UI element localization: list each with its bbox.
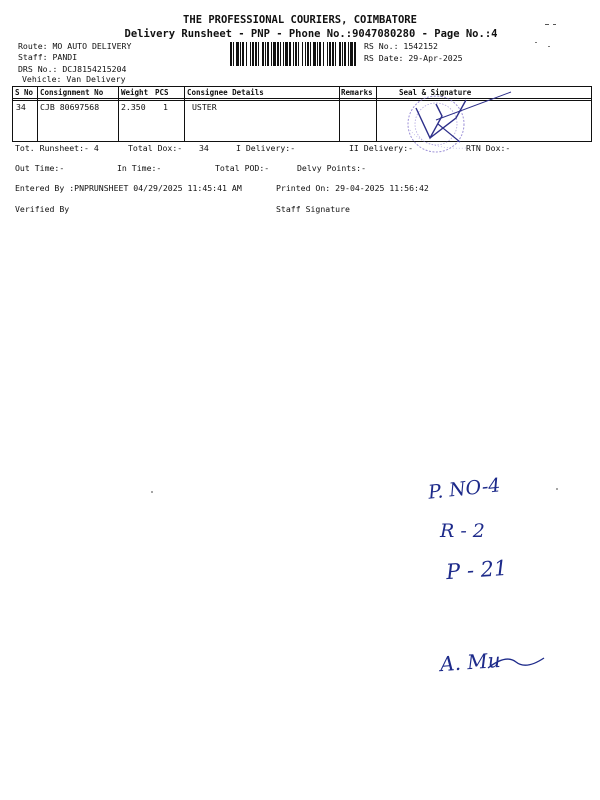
barcode-bar bbox=[305, 42, 306, 66]
barcode-bar bbox=[329, 42, 331, 66]
col-divider bbox=[184, 87, 185, 141]
total-pod: Total POD:- bbox=[215, 163, 270, 173]
barcode-bar bbox=[335, 42, 336, 66]
drs-text: DRS No.: DCJ8154215204 bbox=[18, 64, 127, 74]
barcode-bar bbox=[350, 42, 353, 66]
cell-consignee: USTER bbox=[192, 102, 217, 112]
barcode-bar bbox=[317, 42, 318, 66]
in-time: In Time:- bbox=[117, 163, 162, 173]
barcode-bar bbox=[240, 42, 241, 66]
header-remarks: Remarks bbox=[341, 88, 373, 97]
barcode-bar bbox=[230, 42, 232, 66]
speck-mark bbox=[556, 488, 558, 490]
barcode-bar bbox=[267, 42, 269, 66]
i-delivery: I Delivery:- bbox=[236, 143, 296, 153]
entered-by: Entered By :PNPRUNSHEET 04/29/2025 11:45:41 AM bbox=[15, 183, 242, 193]
out-time: Out Time:- bbox=[15, 163, 65, 173]
speck-mark bbox=[545, 24, 549, 25]
barcode-bar bbox=[258, 42, 259, 66]
barcode bbox=[230, 42, 356, 66]
header-consignment: Consignment No bbox=[40, 88, 104, 97]
handwritten-r-count: R - 2 bbox=[440, 520, 485, 542]
barcode-bar bbox=[262, 42, 264, 66]
header-consignee: Consignee Details bbox=[187, 88, 264, 97]
vehicle-text: Vehicle: Van Delivery bbox=[22, 74, 126, 84]
barcode-bar bbox=[313, 42, 316, 66]
barcode-bar bbox=[252, 42, 254, 66]
cell-sno: 34 bbox=[16, 102, 26, 112]
barcode-bar bbox=[265, 42, 266, 66]
barcode-bar bbox=[348, 42, 349, 66]
barcode-bar bbox=[323, 42, 324, 66]
handwritten-page-no: P. NO-4 bbox=[427, 474, 502, 504]
header-weight: Weight bbox=[121, 88, 149, 97]
rs-number: RS No.: 1542152 bbox=[364, 41, 438, 51]
barcode-bar bbox=[242, 42, 244, 66]
total-dox-value: 34 bbox=[199, 143, 209, 153]
barcode-bar bbox=[302, 42, 303, 66]
tot-runsheet: Tot. Runsheet:- 4 bbox=[15, 143, 99, 153]
speck-mark bbox=[553, 24, 556, 25]
cell-consignment: CJB 80697568 bbox=[40, 102, 100, 112]
printed-on: Printed On: 29-04-2025 11:56:42 bbox=[276, 183, 429, 193]
ii-delivery: II Delivery:- bbox=[349, 143, 414, 153]
barcode-bar bbox=[332, 42, 334, 66]
barcode-bar bbox=[289, 42, 291, 66]
barcode-bar bbox=[310, 42, 311, 66]
route-text: Route: MO AUTO DELIVERY bbox=[18, 41, 132, 51]
speck-mark bbox=[151, 491, 153, 493]
barcode-bar bbox=[327, 42, 328, 66]
barcode-bar bbox=[344, 42, 346, 66]
staff-signature: Staff Signature bbox=[276, 204, 350, 214]
barcode-bar bbox=[271, 42, 272, 66]
col-divider bbox=[376, 87, 377, 141]
handwritten-p-count: P - 21 bbox=[445, 555, 509, 585]
runsheet-subtitle: Delivery Runsheet - PNP - Phone No.:9047080280 - Page No.:4 bbox=[124, 28, 498, 40]
handwritten-signature: A. Mu bbox=[439, 647, 502, 677]
barcode-bar bbox=[273, 42, 276, 66]
barcode-bar bbox=[354, 42, 356, 66]
staff-text: Staff: PANDI bbox=[18, 52, 78, 62]
barcode-bar bbox=[283, 42, 284, 66]
verified-by: Verified By bbox=[15, 204, 70, 214]
header-sno: S No bbox=[15, 88, 34, 97]
barcode-bar bbox=[293, 42, 294, 66]
total-dox-label: Total Dox:- bbox=[128, 143, 183, 153]
barcode-bar bbox=[342, 42, 343, 66]
barcode-bar bbox=[280, 42, 281, 66]
barcode-bar bbox=[233, 42, 234, 66]
barcode-bar bbox=[246, 42, 247, 66]
barcode-bar bbox=[319, 42, 321, 66]
barcode-bar bbox=[285, 42, 288, 66]
speck-mark bbox=[548, 46, 550, 47]
barcode-bar bbox=[277, 42, 279, 66]
signature-stroke bbox=[486, 648, 546, 674]
barcode-bar bbox=[298, 42, 299, 66]
speck-mark bbox=[535, 42, 537, 43]
cell-pcs: 1 bbox=[163, 102, 168, 112]
col-divider bbox=[118, 87, 119, 141]
barcode-bar bbox=[295, 42, 297, 66]
header-pcs: PCS bbox=[155, 88, 169, 97]
barcode-bar bbox=[339, 42, 341, 66]
barcode-bar bbox=[236, 42, 239, 66]
rs-date: RS Date: 29-Apr-2025 bbox=[364, 53, 463, 63]
barcode-bar bbox=[250, 42, 251, 66]
barcode-bar bbox=[307, 42, 309, 66]
cell-weight: 2.350 bbox=[121, 102, 146, 112]
header-seal-signature: Seal & Signature bbox=[399, 88, 472, 97]
delvy-points: Delvy Points:- bbox=[297, 163, 367, 173]
rtn-dox: RTN Dox:- bbox=[466, 143, 511, 153]
col-divider bbox=[339, 87, 340, 141]
barcode-bar bbox=[255, 42, 257, 66]
company-title: THE PROFESSIONAL COURIERS, COIMBATORE bbox=[183, 14, 417, 26]
col-divider bbox=[37, 87, 38, 141]
